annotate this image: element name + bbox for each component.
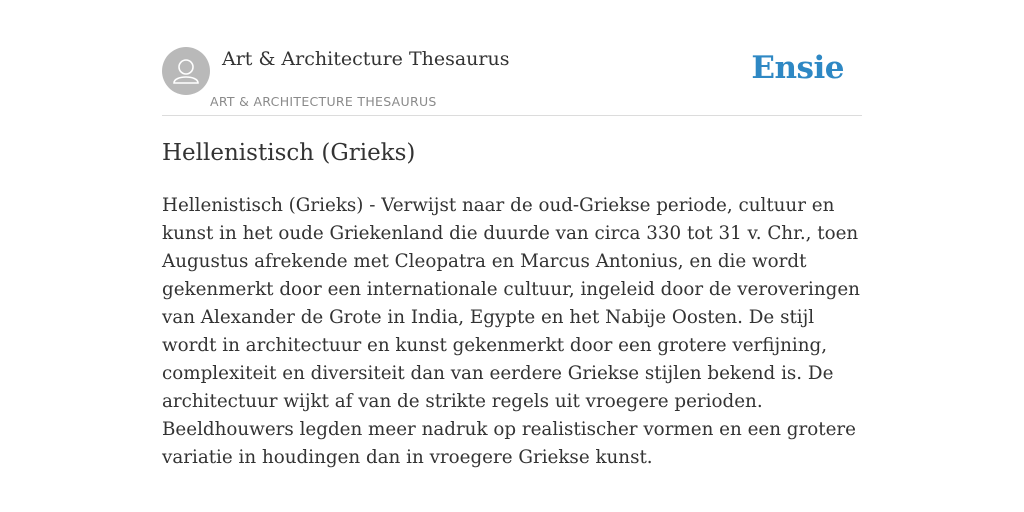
author-name[interactable]: Art & Architecture Thesaurus — [222, 48, 510, 70]
page-title: Hellenistisch (Grieks) — [162, 140, 416, 166]
brand-logo[interactable]: Ensie — [751, 50, 844, 86]
avatar[interactable] — [162, 47, 210, 95]
definition-text: Hellenistisch (Grieks) - Verwijst naar de oud-Griekse periode, cultuur en kunst in het oude Griekenland die duurde van circa 330 tot 31 v. Chr., toen Augustus afrekende met Cleopatra en Marcus Antonius, en die wordt gekenmerkt door een internationale cultuur, ingeleid door de veroveringen van Alexander de Grote in India, Egypte en het Nabije Oosten. De stijl wordt in architectuur en kunst gekenmerkt door een grotere verfijning, complexiteit en diversiteit dan van eerdere Griekse stijlen bekend is. De architectuur wijkt af van de strikte regels uit vroegere perioden. Beeldhouwers legden meer nadruk op realistischer vormen en een grotere variatie in houdingen dan in vroegere Griekse kunst. — [162, 195, 860, 468]
author-subtitle: ART & ARCHITECTURE THESAURUS — [210, 94, 437, 109]
user-icon — [162, 47, 210, 95]
definition-card — [162, 46, 862, 468]
card-header — [162, 46, 862, 116]
